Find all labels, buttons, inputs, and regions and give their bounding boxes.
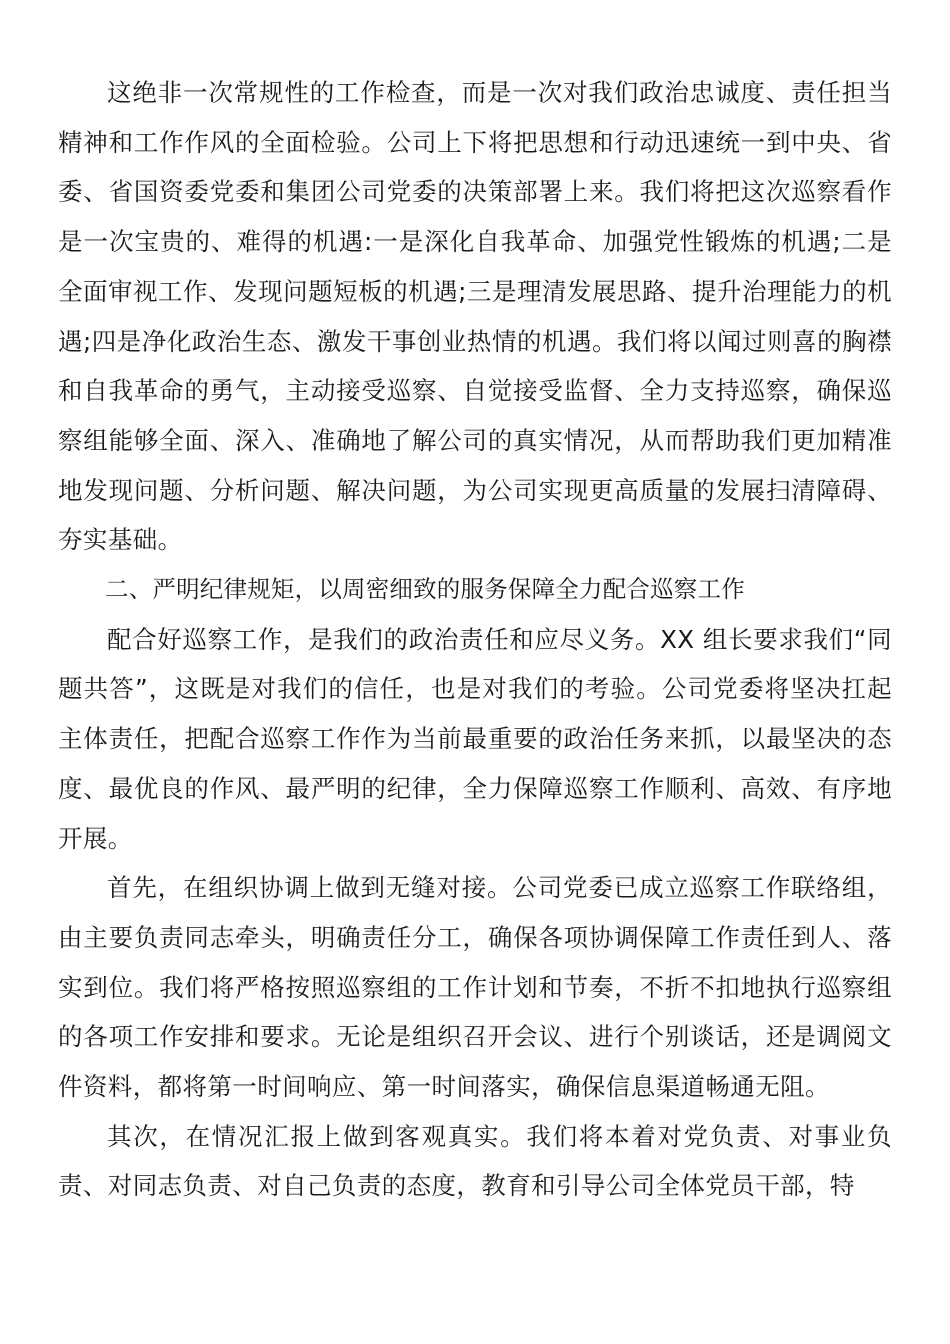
body-paragraph-4: 其次，在情况汇报上做到客观真实。我们将本着对党负责、对事业负责、对同志负责、对自己负责的态度，教育和引导公司全体党员干部，特 xyxy=(58,1121,892,1201)
body-paragraph-1: 这绝非一次常规性的工作检查，而是一次对我们政治忠诚度、责任担当精神和工作作风的全面检验。公司上下将把思想和行动迅速统一到中央、省委、省国资委党委和集团公司党委的决策部署上来。我们将把这次巡察看作是一次宝贵的、难得的机遇:一是深化自我革命、加强党性锻炼的机遇;二是全面审视工作、发现问题短板的机遇;三是理清发展思路、提升治理能力的机遇;四是净化政治生态、激发干事创业热情的机遇。我们将以闻过则喜的胸襟和自我革命的勇气，主动接受巡察、自觉接受监督、全力支持巡察，确保巡察组能够全面、深入、准确地了解公司的真实情况，从而帮助我们更加精准地发现问题、分析问题、解决问题，为公司实现更高质量的发展扫清障碍、夯实基础。 xyxy=(58,78,892,555)
body-paragraph-3: 首先，在组织协调上做到无缝对接。公司党委已成立巡察工作联络组，由主要负责同志牵头，明确责任分工，确保各项协调保障工作责任到人、落实到位。我们将严格按照巡察组的工作计划和节奏，不折不扣地执行巡察组的各项工作安排和要求。无论是组织召开会议、进行个别谈话，还是调阅文件资料，都将第一时间响应、第一时间落实，确保信息渠道畅通无阻。 xyxy=(58,873,892,1102)
document-page xyxy=(58,68,892,1211)
body-paragraph-2: 配合好巡察工作，是我们的政治责任和应尽义务。XX 组长要求我们“同题共答”，这既是对我们的信任，也是对我们的考验。公司党委将坚决扛起主体责任，把配合巡察工作作为当前最重要的政治任务来抓，以最坚决的态度、最优良的作风、最严明的纪律，全力保障巡察工作顺利、高效、有序地开展。 xyxy=(58,624,892,853)
section-heading-2: 二、严明纪律规矩，以周密细致的服务保障全力配合巡察工作 xyxy=(105,575,745,604)
